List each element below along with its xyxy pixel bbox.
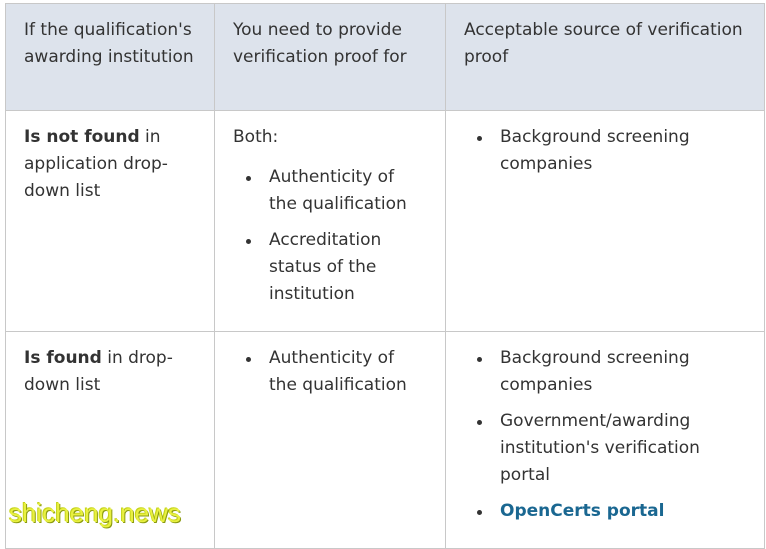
list-item: Authenticity of the qualification [269, 164, 427, 218]
condition-cell [6, 111, 215, 332]
list-item: Background screening companies [500, 124, 746, 178]
table-header-row [6, 4, 765, 111]
list-item: Government/awarding institution's verification portal [500, 408, 746, 489]
watermark: shicheng.news [9, 498, 181, 528]
list-item: Accreditation status of the institution [269, 227, 427, 308]
table-row [6, 111, 765, 332]
proof-list [233, 164, 427, 308]
proof-list [233, 345, 427, 399]
header-verification-proof: You need to provide verification proof for [215, 4, 446, 111]
condition-bold: Is found [24, 348, 102, 368]
proof-intro: Both: [233, 127, 279, 147]
header-acceptable-source: Acceptable source of verification proof [446, 4, 765, 111]
source-list [464, 345, 746, 525]
source-cell [446, 111, 765, 332]
verification-table [5, 3, 765, 549]
list-item: Background screening companies [500, 345, 746, 399]
list-item: Authenticity of the qualification [269, 345, 427, 399]
proof-cell [215, 111, 446, 332]
proof-cell [215, 332, 446, 549]
condition-text: in drop-down list [24, 348, 173, 395]
list-item-link [500, 498, 746, 525]
source-list [464, 124, 746, 178]
condition-text: in application drop-down list [24, 127, 168, 201]
opencerts-portal-link[interactable]: OpenCerts portal [500, 501, 665, 521]
source-cell [446, 332, 765, 549]
header-awarding-institution: If the qualification's awarding institution [6, 4, 215, 111]
condition-bold: Is not found [24, 127, 140, 147]
